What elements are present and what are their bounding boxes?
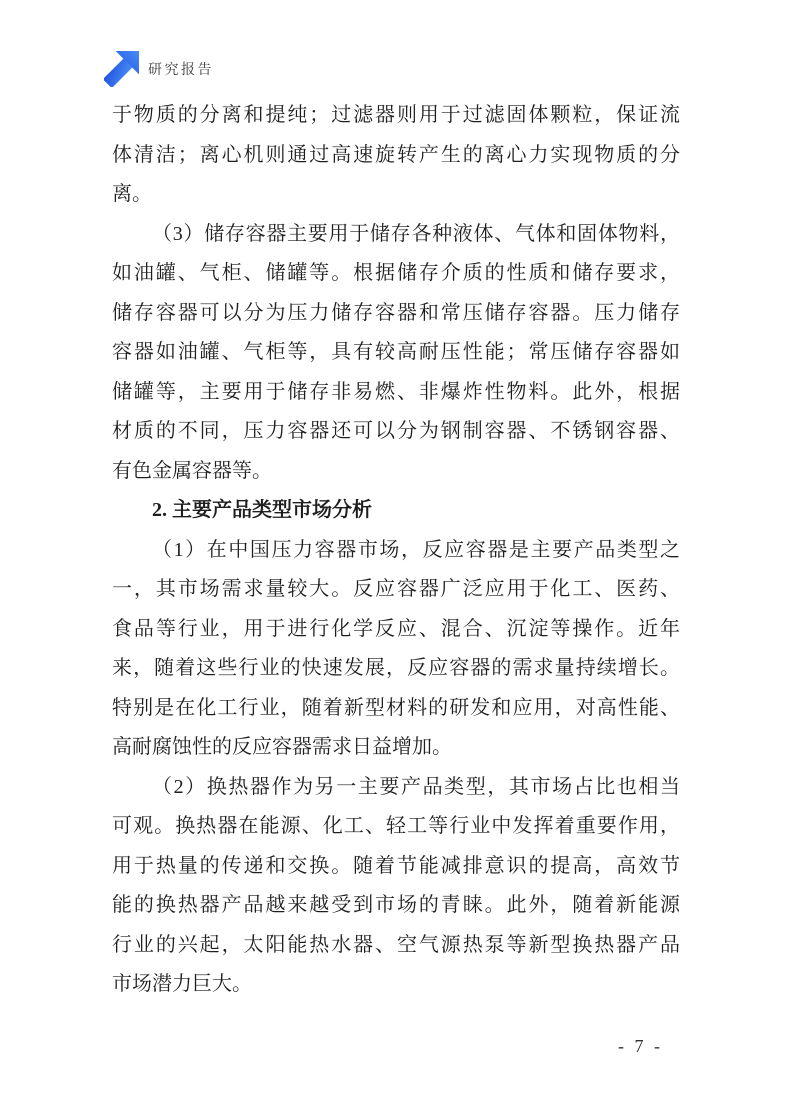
text-line: 2. 主要产品类型市场分析: [152, 499, 372, 521]
section-heading: [112, 491, 680, 531]
arrow-up-right-icon: [104, 50, 139, 87]
text-line: 储罐等，主要用于储存非易燃、非爆炸性物料。此外，根据: [112, 380, 680, 403]
text-line: 特别是在化工行业，随着新型材料的研发和应用，对高性能、: [112, 696, 680, 719]
text-line: （2）换热器作为另一主要产品类型，其市场占比也相当: [152, 775, 680, 798]
text-line: 行业的兴起，太阳能热水器、空气源热泵等新型换热器产品: [112, 933, 680, 956]
text-line: 如油罐、气柜、储罐等。根据储存介质的性质和储存要求，: [112, 262, 680, 284]
text-line: 一，其市场需求量较大。反应容器广泛应用于化工、医药、: [112, 578, 680, 600]
text-line: 于物质的分离和提纯；过滤器则用于过滤固体颗粒，保证流: [112, 104, 680, 126]
page-number: - 7 -: [618, 1036, 663, 1056]
document-body: [112, 96, 680, 1005]
text-line: 用于热量的传递和交换。随着节能减排意识的提高，高效节: [112, 854, 680, 877]
text-line: 容器如油罐、气柜等，具有较高耐压性能；常压储存容器如: [112, 341, 680, 363]
brand-name: 研究报告: [148, 62, 214, 78]
text-line: （3）储存容器主要用于储存各种液体、气体和固体物料，: [152, 222, 680, 245]
text-line: 食品等行业，用于进行化学反应、混合、沉淀等操作。近年: [112, 617, 680, 640]
paragraph: [112, 768, 680, 1005]
paragraph: [112, 96, 680, 215]
text-line: 可观。换热器在能源、化工、轻工等行业中发挥着重要作用，: [112, 815, 680, 837]
report-header: [104, 50, 214, 87]
text-line: 来，随着这些行业的快速发展，反应容器的需求量持续增长。: [112, 657, 680, 679]
paragraph: [112, 531, 680, 768]
text-line: 体清洁；离心机则通过高速旋转产生的离心力实现物质的分: [112, 143, 680, 166]
text-line: 储存容器可以分为压力储存容器和常压储存容器。压力储存: [112, 301, 680, 324]
paragraph: [112, 215, 680, 492]
text-line: 高耐腐蚀性的反应容器需求日益增加。: [112, 736, 452, 758]
text-line: 有色金属容器等。: [112, 459, 272, 482]
text-line: 材质的不同，压力容器还可以分为钢制容器、不锈钢容器、: [112, 420, 680, 442]
text-line: （1）在中国压力容器市场，反应容器是主要产品类型之: [152, 538, 680, 561]
text-line: 市场潜力巨大。: [112, 973, 252, 995]
text-line: 离。: [112, 183, 152, 205]
text-line: 能的换热器产品越来越受到市场的青睐。此外，随着新能源: [112, 894, 680, 916]
